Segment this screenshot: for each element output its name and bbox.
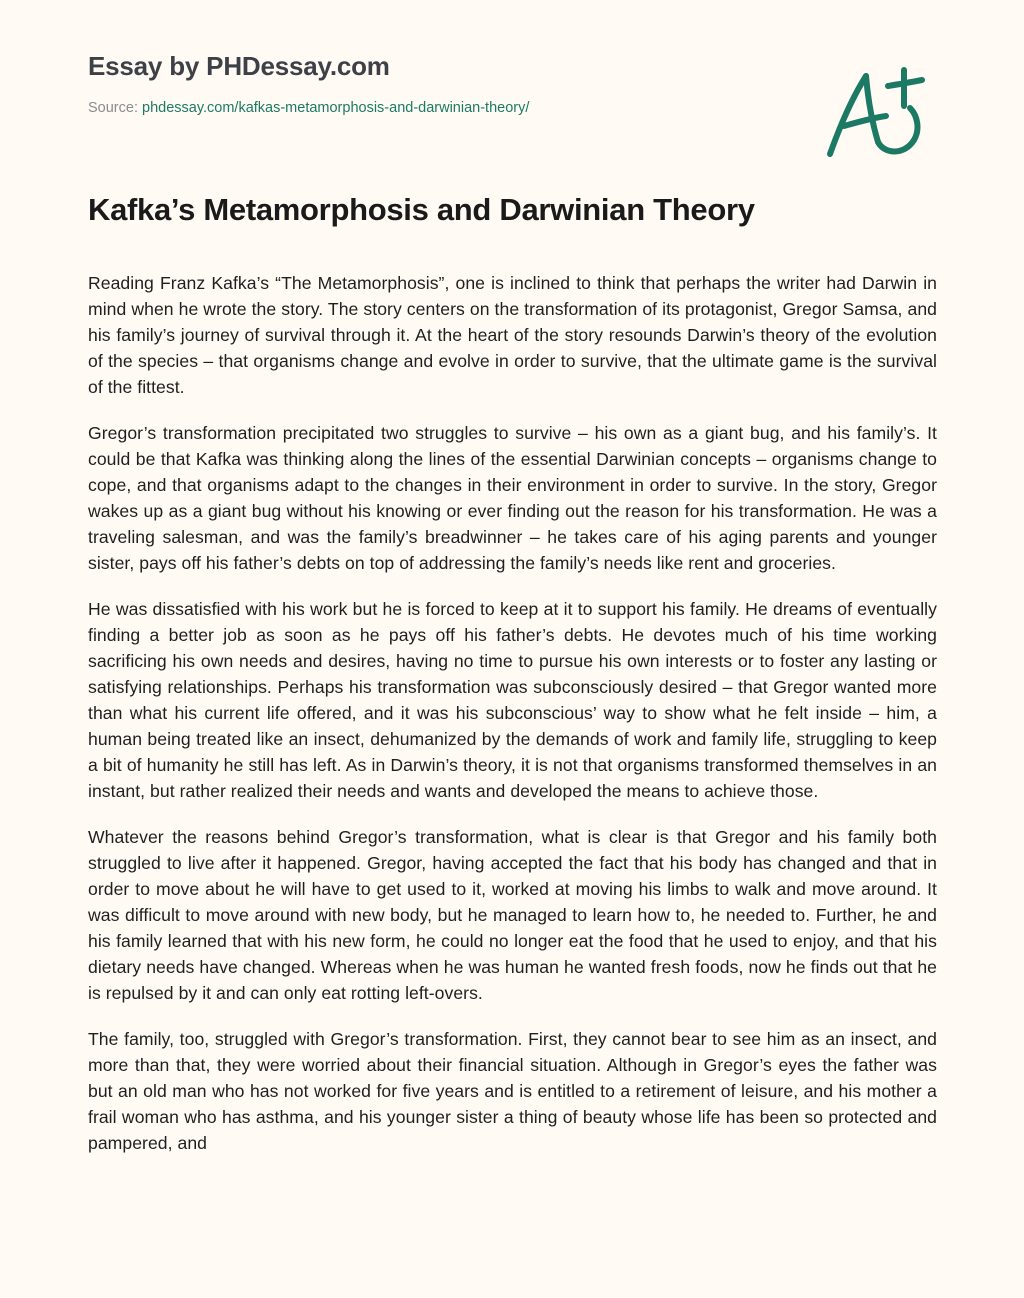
source-line: [88, 98, 808, 118]
page-header: [88, 48, 808, 118]
source-label: Source:: [88, 100, 142, 116]
essay-paragraph: He was dissatisfied with his work but he is forced to keep at it to support his family. He dreams of eventually finding a better job as soon as he pays off his father’s debts. He devotes much of his time working sacrificing his own needs and desires, having no time to pursue his own interests or to foster any lasting or satisfying relationships. Perhaps his transformation was subconsciously desired – that Gregor wanted more than what his current life offered, and it was his subconscious’ way to show what he felt inside – him, a human being treated like an insect, dehumanized by the demands of work and family life, struggling to keep a bit of humanity he still has left. As in Darwin’s theory, it is not that organisms transformed themselves in an instant, but rather realized their needs and wants and developed the means to achieve those.: [88, 599, 937, 801]
essay-paragraph: Whatever the reasons behind Gregor’s transformation, what is clear is that Gregor and his family both struggled to live after it happened. Gregor, having accepted the fact that his body has changed and that in order to move about he will have to get used to it, worked at moving his limbs to walk and move around. It was difficult to move around with new body, but he managed to learn how to, he needed to. Further, he and his family learned that with his new form, he could no longer eat the food that he used to enjoy, and that his dietary needs have changed. Whereas when he was human he wanted fresh foods, now he finds out that he is repulsed by it and can only eat rotting left-overs.: [88, 827, 937, 1003]
essay-paragraph: The family, too, struggled with Gregor’s transformation. First, they cannot bear to see him as an insect, and more than that, they were worried about their financial situation. Although in Gregor’s eyes the father was but an old man who has not worked for five years and is entitled to a retirement of leisure, and his mother a frail woman who has asthma, and his younger sister a thing of beauty whose life has been so protected and pampered, and: [88, 1029, 937, 1153]
essay-body: [88, 270, 937, 1252]
essay-paragraph: Reading Franz Kafka’s “The Metamorphosis”, one is inclined to think that perhaps the writer had Darwin in mind when he wrote the story. The story centers on the transformation of its protagonist, Gregor Samsa, and his family’s journey of survival through it. At the heart of the story resounds Darwin’s theory of the evolution of the species – that organisms change and evolve in order to survive, that the ultimate game is the survival of the fittest.: [88, 273, 937, 397]
essay-paragraph: Gregor’s transformation precipitated two struggles to survive – his own as a giant bug, and his family’s. It could be that Kafka was thinking along the lines of the essential Darwinian concepts – organisms change to cope, and that organisms adapt to the changes in their environment in order to survive. In the story, Gregor wakes up as a giant bug without his knowing or ever finding out the reason for his transformation. He was a traveling salesman, and was the family’s breadwinner – he takes care of his aging parents and younger sister, pays off his father’s debts on top of addressing the family’s needs like rent and groceries.: [88, 423, 937, 573]
site-brand: Essay by PHDessay.com: [88, 51, 390, 81]
source-link[interactable]: phdessay.com/kafkas-metamorphosis-and-darwinian-theory/: [142, 100, 530, 116]
essay-title: Kafka’s Metamorphosis and Darwinian Theory: [88, 192, 755, 227]
a-plus-grade-icon: [822, 64, 932, 164]
